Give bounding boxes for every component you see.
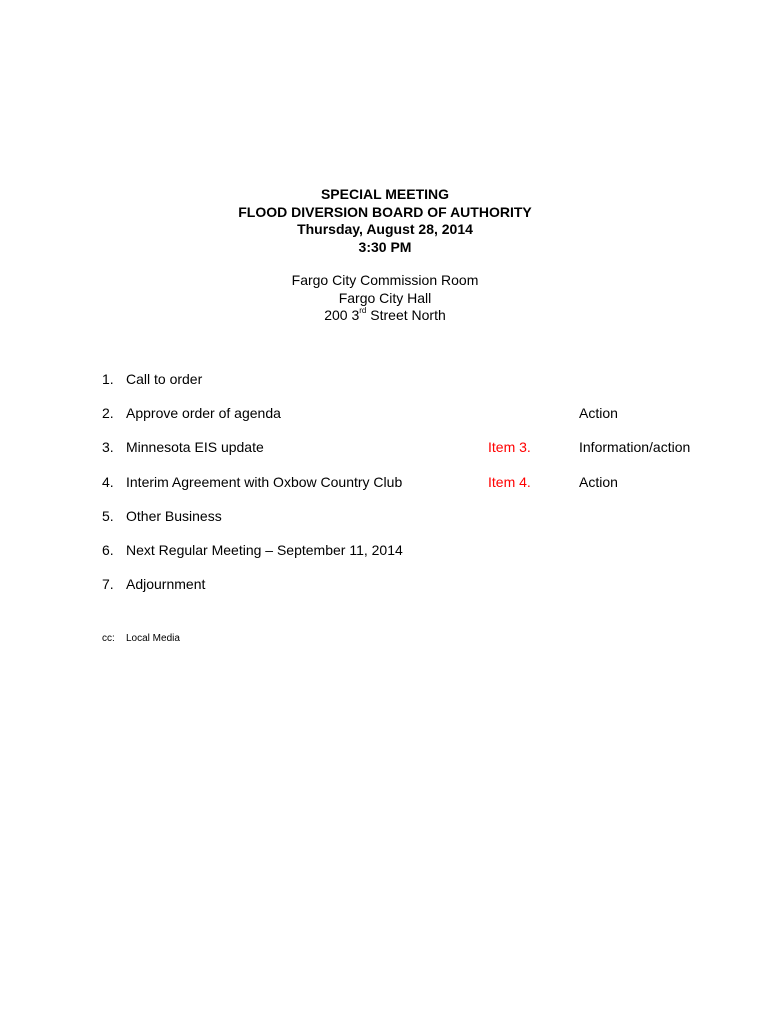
agenda-title: Call to order	[126, 371, 203, 387]
agenda-item-6	[0, 540, 770, 560]
address-ordinal-suffix: rd	[359, 306, 367, 315]
agenda-item-5	[0, 506, 770, 526]
location-building: Fargo City Hall	[338, 289, 432, 306]
agenda-number: 7.	[102, 576, 114, 592]
agenda-item-reference: Item 3.	[488, 439, 531, 455]
location-address	[0, 307, 770, 325]
address-street: Street North	[366, 307, 446, 323]
meeting-type: SPECIAL MEETING	[320, 186, 450, 202]
cc-recipient: Local Media	[126, 633, 180, 644]
agenda-title: Approve order of agenda	[126, 405, 281, 421]
board-name: FLOOD DIVERSION BOARD OF AUTHORITY	[238, 203, 532, 220]
agenda-item-1	[0, 369, 770, 389]
agenda-action: Action	[579, 474, 618, 490]
agenda-title: Next Regular Meeting – September 11, 2014	[126, 542, 403, 558]
meeting-time: 3:30 PM	[358, 238, 412, 255]
agenda-number: 6.	[102, 542, 114, 558]
cc-label: cc:	[102, 633, 115, 644]
agenda-title: Other Business	[126, 508, 222, 524]
agenda-title: Interim Agreement with Oxbow Country Club	[126, 474, 403, 490]
agenda-action: Action	[579, 405, 618, 421]
meeting-location	[0, 272, 770, 325]
agenda-item-3	[0, 437, 770, 457]
agenda-title: Minnesota EIS update	[126, 439, 264, 455]
agenda-number: 1.	[102, 371, 114, 387]
agenda-item-reference: Item 4.	[488, 474, 531, 490]
meeting-header	[0, 186, 770, 256]
address-number: 200 3	[324, 307, 360, 323]
agenda-number: 5.	[102, 508, 114, 524]
agenda-action: Information/action	[579, 439, 691, 455]
agenda-item-2	[0, 403, 770, 423]
agenda-title: Adjournment	[126, 576, 206, 592]
agenda-item-7	[0, 574, 770, 594]
carbon-copy-line	[102, 632, 180, 646]
agenda-number: 2.	[102, 405, 114, 421]
location-room: Fargo City Commission Room	[291, 272, 479, 288]
agenda-number: 4.	[102, 474, 114, 490]
meeting-date: Thursday, August 28, 2014	[297, 221, 473, 237]
agenda-number: 3.	[102, 439, 114, 455]
agenda-item-4	[0, 472, 770, 492]
